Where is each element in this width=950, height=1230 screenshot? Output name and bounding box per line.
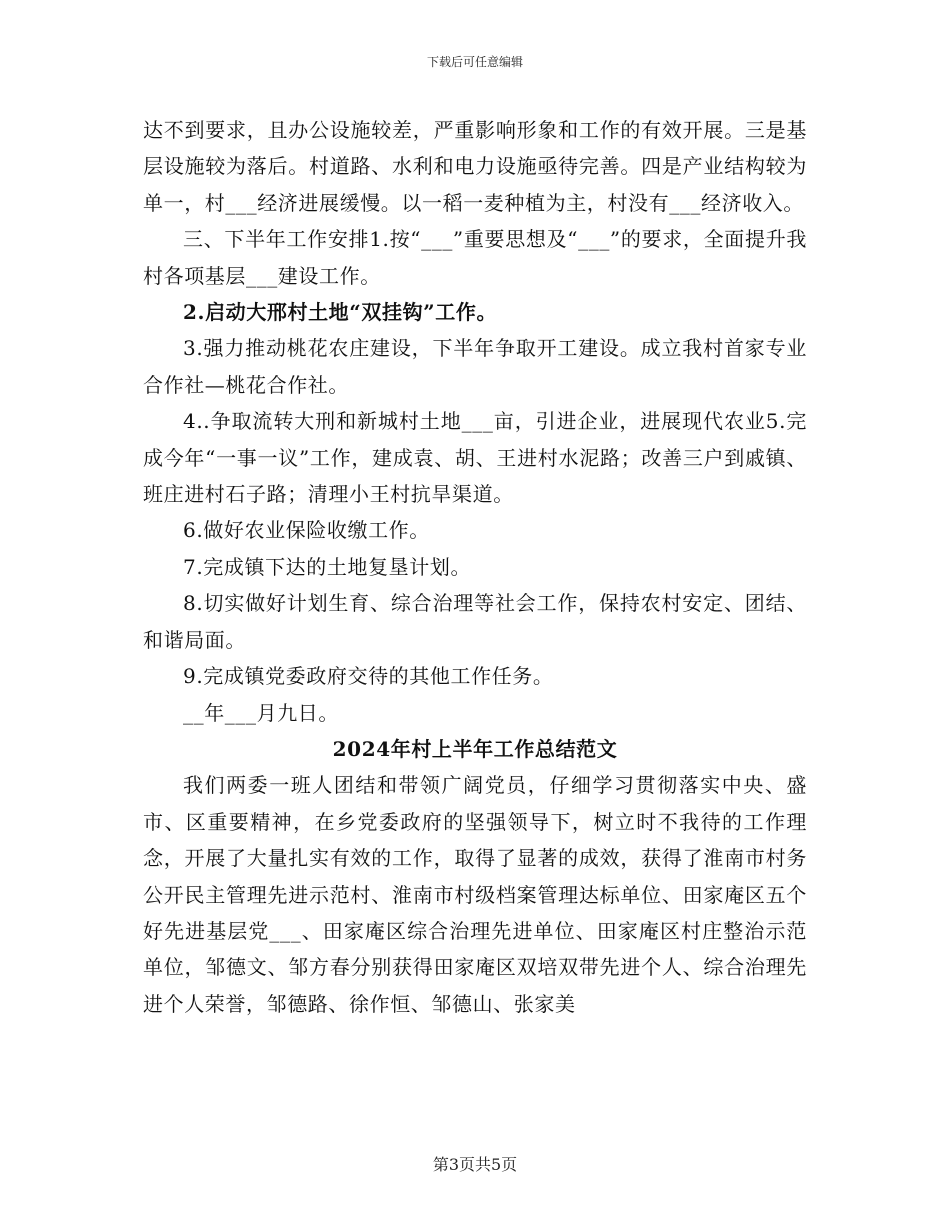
page-header: 下载后可任意编辑 bbox=[426, 55, 523, 69]
paragraph-plan-item-6: 6.做好农业保险收缴工作。 bbox=[183, 518, 430, 543]
paragraph-plan-item-9: 9.完成镇党委政府交待的其他工作任务。 bbox=[183, 664, 554, 689]
paragraph-plan-item-7: 7.完成镇下达的土地复垦计划。 bbox=[183, 554, 472, 579]
section-title: 2024年村上半年工作总结范文 bbox=[332, 736, 618, 761]
page-footer: 第3页共5页 bbox=[432, 1155, 518, 1174]
paragraph-continued-problems: 达不到要求，且办公设施较差，严重影响形象和工作的有效开展。三是基层设施较为落后。村道路、水利和电力设施亟待完善。四是产业结构较为单一，村___经济进展缓慢。以一稻一麦种植为主，村没有___经济收入。 bbox=[143, 118, 807, 215]
paragraph-plan-item-4-5: 4..争取流转大刑和新城村土地___亩，引进企业，进展现代农业5.完成今年“一事一议”工作，建成袁、胡、王进村水泥路；改善三户到戚镇、班庄进村石子路；清理小王村抗旱渠道。 bbox=[143, 409, 807, 507]
paragraph-plan-item-8: 8.切实做好计划生育、综合治理等社会工作，保持农村安定、团结、和谐局面。 bbox=[143, 591, 807, 652]
paragraph-plan-item-1: 三、下半年工作安排1.按“___”重要思想及“___”的要求，全面提升我村各项基层___建设工作。 bbox=[143, 227, 807, 288]
paragraph-plan-item-3: 3.强力推动桃花农庄建设，下半年争取开工建设。成立我村首家专业合作社—桃花合作社。 bbox=[143, 336, 807, 397]
paragraph-summary-intro: 我们两委一班人团结和带领广阔党员，仔细学习贯彻落实中央、盛市、区重要精神，在乡党委政府的坚强领导下，树立时不我待的工作理念，开展了大量扎实有效的工作，取得了显著的成效，获得了淮南市村务公开民主管理先进示范村、淮南市村级档案管理达标单位、田家庵区五个好先进基层党___、田家庵区综合治理先进单位、田家庵区村庄整治示范单位，邹德文、邹方春分别获得田家庵区双培双带先进个人、综合治理先进个人荣誉，邹德路、徐作恒、邹德山、张家美 bbox=[143, 773, 807, 1016]
document-body bbox=[143, 112, 807, 1022]
paragraph-plan-item-2: 2.启动大邢村土地“双挂钩”工作。 bbox=[183, 300, 498, 325]
paragraph-date: __年___月九日。 bbox=[183, 700, 339, 725]
